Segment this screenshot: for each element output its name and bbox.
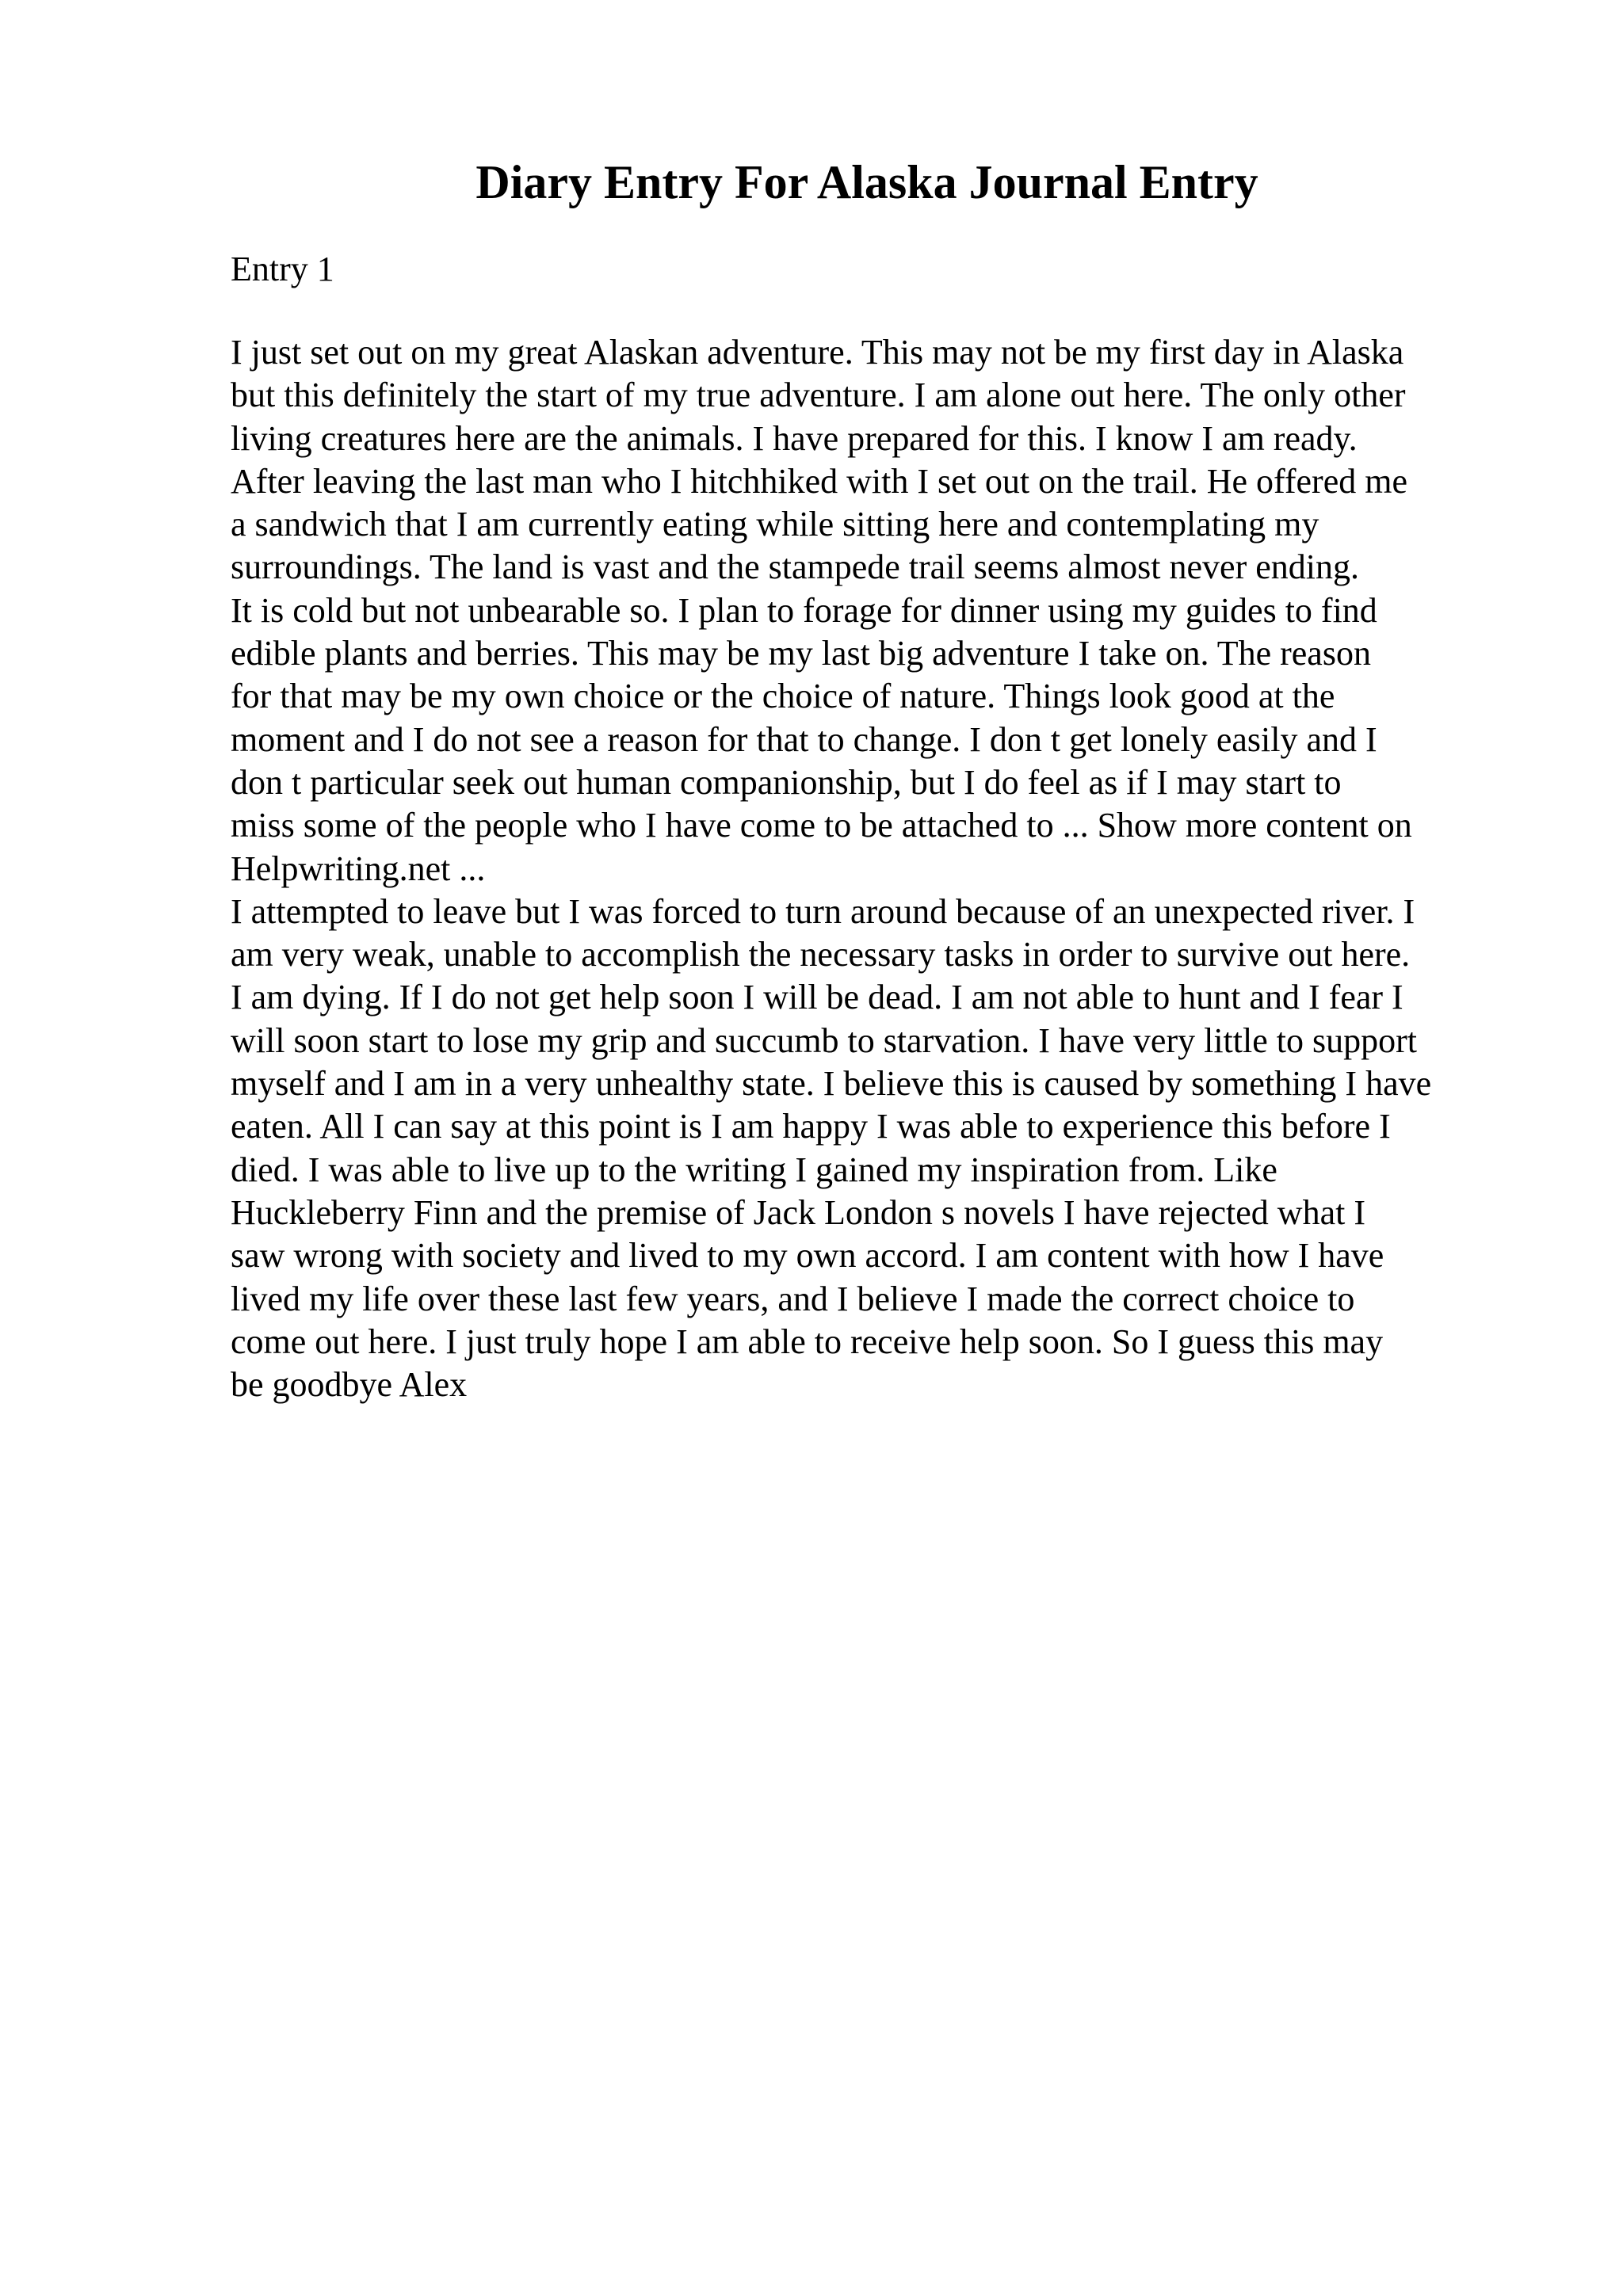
body-line: I just set out on my great Alaskan adventure. This may not be my first day in Alaska: [231, 333, 1404, 372]
body-line: eaten. All I can say at this point is I am happy I was able to experience this before I: [231, 1107, 1391, 1146]
body-line: am very weak, unable to accomplish the necessary tasks in order to survive out here.: [231, 935, 1411, 974]
body-line: lived my life over these last few years, and I believe I made the correct choice to: [231, 1279, 1355, 1318]
document-title: Diary Entry For Alaska Journal Entry: [475, 156, 1258, 208]
body-line: It is cold but not unbearable so. I plan to forage for dinner using my guides to find: [231, 590, 1377, 630]
body-line: Helpwriting.net ...: [231, 849, 486, 888]
body-line: Huckleberry Finn and the premise of Jack London s novels I have rejected what I: [231, 1192, 1365, 1232]
body-line: don t particular seek out human companionship, but I do feel as if I may start to: [231, 762, 1342, 802]
body-line: but this definitely the start of my true adventure. I am alone out here. The only other: [231, 376, 1406, 415]
body-line: will soon start to lose my grip and succumb to starvation. I have very little to support: [231, 1020, 1417, 1060]
body-line: miss some of the people who I have come to be attached to ... Show more content on: [231, 806, 1412, 845]
body-line: for that may be my own choice or the choice of nature. Things look good at the: [231, 677, 1335, 716]
body-line: I am dying. If I do not get help soon I will be dead. I am not able to hunt and I fear I: [231, 978, 1403, 1017]
body-line: a sandwich that I am currently eating while sitting here and contemplating my: [231, 505, 1319, 544]
body-line: died. I was able to live up to the writing I gained my inspiration from. Like: [231, 1150, 1277, 1189]
body-line: living creatures here are the animals. I have prepared for this. I know I am ready.: [231, 418, 1358, 458]
entry-body: [231, 331, 1514, 1406]
body-line: myself and I am in a very unhealthy state. I believe this is caused by something I have: [231, 1064, 1432, 1104]
body-line: moment and I do not see a reason for that to change. I don t get lonely easily and I: [231, 719, 1377, 759]
body-line: come out here. I just truly hope I am able to receive help soon. So I guess this may: [231, 1322, 1384, 1361]
body-line: I attempted to leave but I was forced to turn around because of an unexpected river. I: [231, 891, 1415, 931]
body-line: surroundings. The land is vast and the stampede trail seems almost never ending.: [231, 547, 1359, 587]
entry-label: Entry 1: [231, 250, 334, 288]
body-line: be goodbye Alex: [231, 1365, 468, 1405]
body-line: saw wrong with society and lived to my own accord. I am content with how I have: [231, 1236, 1384, 1276]
body-line: After leaving the last man who I hitchhiked with I set out on the trail. He offered me: [231, 461, 1407, 501]
body-line: edible plants and berries. This may be my last big adventure I take on. The reason: [231, 634, 1371, 673]
